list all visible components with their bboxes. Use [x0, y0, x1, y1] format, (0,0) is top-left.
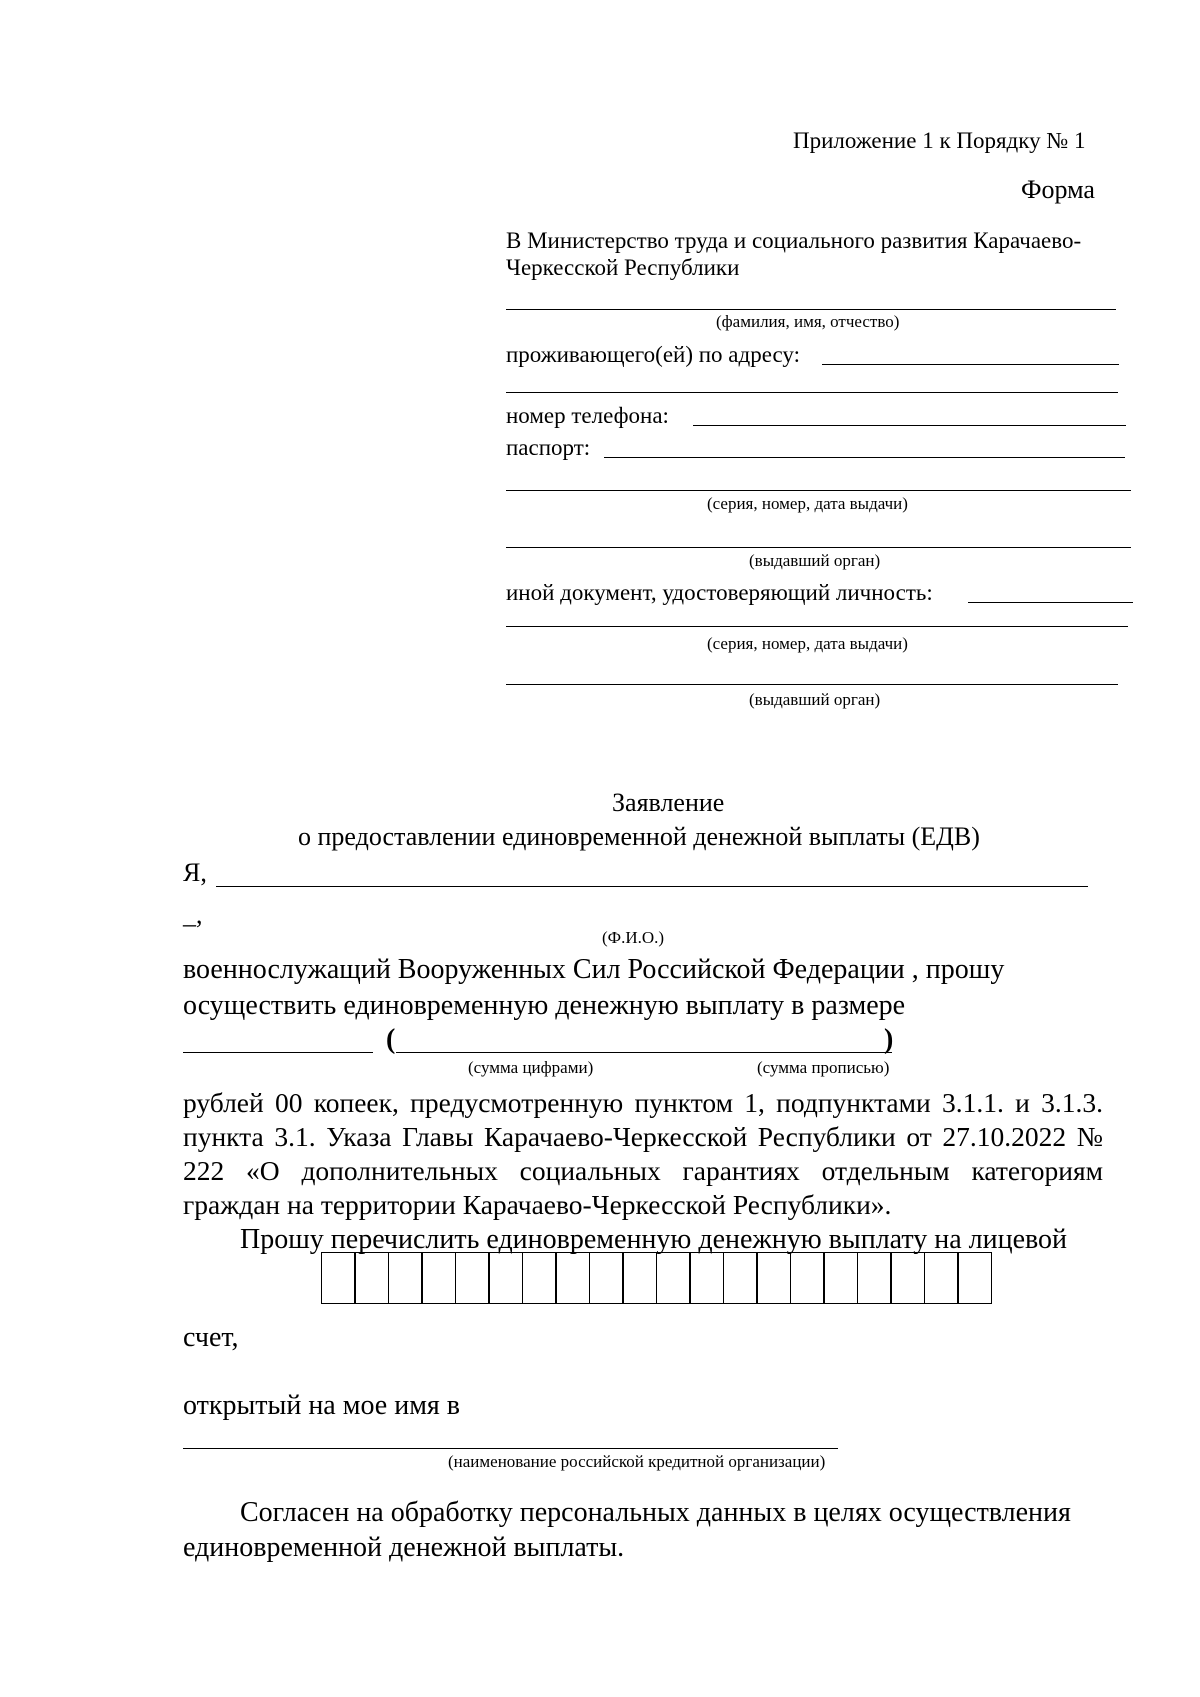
statement-subtitle: о предоставлении единовременной денежной выплаты (ЕДВ) — [298, 822, 980, 851]
legal-line-2: пункта 3.1. Указа Главы Карачаево-Черкесской Республики от 27.10.2022 № — [183, 1121, 1103, 1152]
account-digit-box[interactable] — [790, 1252, 825, 1304]
serviceman-line-2: осуществить единовременную денежную выплату в размере — [183, 990, 906, 1021]
bank-name-line[interactable] — [183, 1448, 838, 1449]
address-label: проживающего(ей) по адресу: — [506, 342, 800, 367]
account-digit-box[interactable] — [823, 1252, 858, 1304]
address-field-line-2[interactable] — [506, 392, 1118, 393]
appendix-label: Приложение 1 к Порядку № 1 — [793, 128, 1086, 153]
statement-title: Заявление — [612, 788, 725, 817]
account-digit-box[interactable] — [756, 1252, 791, 1304]
paren-close: ) — [884, 1024, 894, 1055]
other-doc-field-line[interactable] — [968, 602, 1133, 603]
transfer-request: Прошу перечислить единовременную денежную выплату на лицевой — [240, 1224, 1068, 1255]
legal-line-3: 222 «О дополнительных социальных гарантиях отдельным категориям — [183, 1155, 1103, 1186]
bank-caption: (наименование российской кредитной организации) — [448, 1452, 826, 1471]
other-doc-series-line[interactable] — [506, 626, 1128, 627]
consent-line-1: Согласен на обработку персональных данных в целях осуществления — [240, 1497, 1071, 1528]
account-digit-box[interactable] — [589, 1252, 624, 1304]
sum-words-line[interactable] — [396, 1052, 892, 1053]
sum-digits-line[interactable] — [183, 1052, 373, 1053]
account-digit-box[interactable] — [656, 1252, 691, 1304]
legal-paragraph — [183, 1086, 1103, 1222]
passport-issuer-caption: (выдавший орган) — [749, 551, 881, 570]
account-number-boxes — [322, 1252, 992, 1304]
legal-line-4: граждан на территории Карачаево-Черкесской Республики». — [183, 1189, 892, 1220]
legal-line-1: рублей 00 копеек, предусмотренную пунктом 1, подпунктами 3.1.1. и 3.1.3. — [183, 1087, 1103, 1118]
other-doc-series-caption: (серия, номер, дата выдачи) — [707, 634, 908, 653]
account-digit-box[interactable] — [857, 1252, 892, 1304]
other-doc-label: иной документ, удостоверяющий личность: — [506, 580, 933, 605]
account-digit-box[interactable] — [321, 1252, 356, 1304]
account-digit-box[interactable] — [388, 1252, 423, 1304]
sum-digits-caption: (сумма цифрами) — [468, 1058, 594, 1077]
account-label: счет, — [183, 1322, 239, 1353]
account-digit-box[interactable] — [421, 1252, 456, 1304]
recipient-line-2: Черкесской Республики — [506, 255, 740, 280]
passport-issuer-line[interactable] — [506, 547, 1131, 548]
phone-field-line[interactable] — [693, 425, 1126, 426]
serviceman-line-1: военнослужащий Вооруженных Сил Российской Федерации , прошу — [183, 954, 1005, 985]
account-digit-box[interactable] — [890, 1252, 925, 1304]
passport-label: паспорт: — [506, 435, 591, 460]
applicant-fio-caption: (Ф.И.О.) — [602, 928, 665, 947]
comma-line: _, — [183, 900, 203, 929]
account-digit-box[interactable] — [488, 1252, 523, 1304]
phone-label: номер телефона: — [506, 403, 669, 428]
opened-label: открытый на мое имя в — [183, 1390, 461, 1421]
passport-field-line[interactable] — [604, 457, 1125, 458]
passport-series-line[interactable] — [506, 490, 1131, 491]
account-digit-box[interactable] — [723, 1252, 758, 1304]
account-digit-box[interactable] — [522, 1252, 557, 1304]
fio-caption: (фамилия, имя, отчество) — [716, 312, 900, 331]
consent-line-2: единовременной денежной выплаты. — [183, 1532, 625, 1563]
account-digit-box[interactable] — [924, 1252, 959, 1304]
account-digit-box[interactable] — [622, 1252, 657, 1304]
fio-field-line[interactable] — [506, 309, 1116, 310]
sum-words-caption: (сумма прописью) — [757, 1058, 890, 1077]
account-digit-box[interactable] — [555, 1252, 590, 1304]
account-digit-box[interactable] — [689, 1252, 724, 1304]
passport-series-caption: (серия, номер, дата выдачи) — [707, 494, 908, 513]
account-digit-box[interactable] — [455, 1252, 490, 1304]
form-label: Форма — [1021, 175, 1095, 204]
other-doc-issuer-line[interactable] — [506, 684, 1118, 685]
account-digit-box[interactable] — [957, 1252, 992, 1304]
address-field-line-1[interactable] — [822, 364, 1119, 365]
paren-open: ( — [386, 1024, 396, 1055]
recipient-line-1: В Министерство труда и социального развития Карачаево- — [506, 228, 1082, 253]
other-doc-issuer-caption: (выдавший орган) — [749, 690, 881, 709]
account-digit-box[interactable] — [354, 1252, 389, 1304]
applicant-fio-line[interactable] — [216, 886, 1088, 887]
i-label: Я, — [183, 858, 207, 887]
